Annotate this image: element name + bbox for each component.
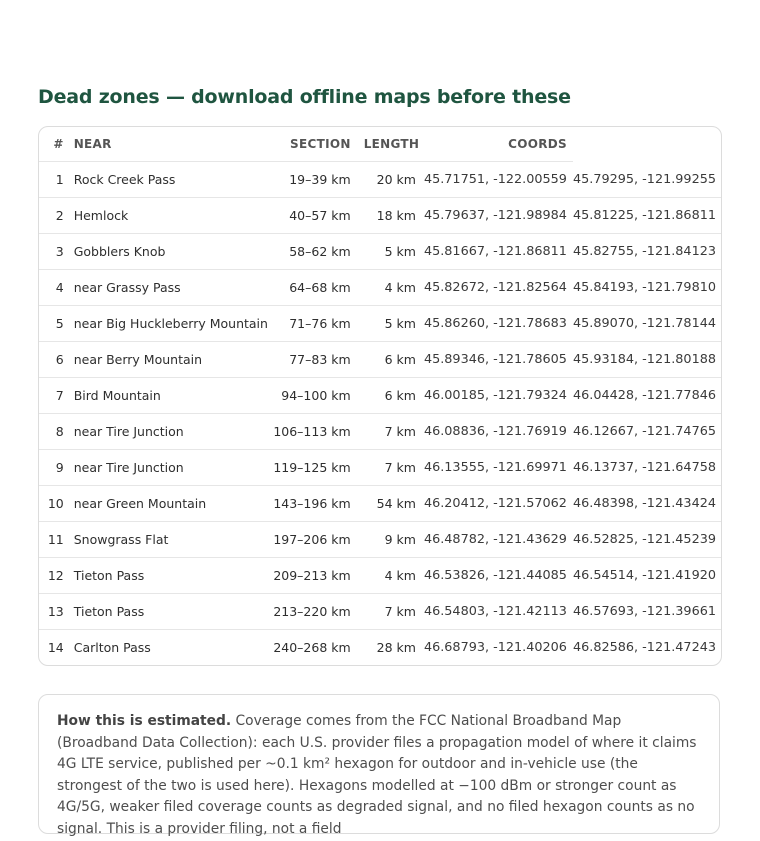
row-start-coords: 46.08836, -121.76919 [424, 414, 573, 450]
row-number: 5 [39, 306, 68, 342]
column-header-near: NEAR [68, 127, 272, 162]
table-row [39, 306, 721, 342]
table-row [39, 486, 721, 522]
table-header-row [39, 127, 721, 162]
row-length: 9 km [357, 522, 424, 558]
row-near: Bird Mountain [68, 378, 272, 414]
row-section: 197–206 km [272, 522, 357, 558]
dead-zones-table-card [38, 126, 722, 666]
row-length: 4 km [357, 558, 424, 594]
column-header-coords: COORDS [424, 127, 573, 162]
row-near: Tieton Pass [68, 594, 272, 630]
row-length: 54 km [357, 486, 424, 522]
row-section: 94–100 km [272, 378, 357, 414]
table-row [39, 270, 721, 306]
row-number: 12 [39, 558, 68, 594]
row-end-coords: 46.82586, -121.47243 [572, 640, 716, 655]
row-end-coords: 46.52825, -121.45239 [573, 522, 721, 558]
table-body [39, 162, 721, 666]
table-row [39, 630, 721, 666]
row-section: 106–113 km [272, 414, 357, 450]
row-section: 143–196 km [272, 486, 357, 522]
row-number: 10 [39, 486, 68, 522]
row-length: 5 km [357, 306, 424, 342]
row-number: 7 [39, 378, 68, 414]
row-start-coords: 45.81667, -121.86811 [424, 234, 573, 270]
dead-zones-table [39, 127, 721, 665]
row-start-coords: 46.13555, -121.69971 [424, 450, 573, 486]
row-near: near Tire Junction [68, 414, 272, 450]
row-near: Gobblers Knob [68, 234, 272, 270]
row-end-coords: 45.81225, -121.86811 [573, 198, 721, 234]
row-end-coords: 46.54514, -121.41920 [573, 558, 721, 594]
row-start-coords: 46.54803, -121.42113 [424, 594, 573, 630]
table-row [39, 342, 721, 378]
methodology-note [38, 694, 720, 837]
row-end-coords: 45.79295, -121.99255 [573, 162, 721, 198]
row-section: 209–213 km [272, 558, 357, 594]
row-number: 6 [39, 342, 68, 378]
row-end-coords: 46.13737, -121.64758 [573, 450, 721, 486]
row-number: 4 [39, 270, 68, 306]
row-end-coords: 46.12667, -121.74765 [573, 414, 721, 450]
row-section: 58–62 km [272, 234, 357, 270]
row-near: near Green Mountain [68, 486, 272, 522]
row-start-coords: 46.20412, -121.57062 [424, 486, 573, 522]
row-section: 40–57 km [272, 198, 357, 234]
row-end-coords: 46.48398, -121.43424 [573, 486, 721, 522]
row-section: 240–268 km [273, 640, 351, 655]
row-number: 9 [39, 450, 68, 486]
row-length: 7 km [357, 594, 424, 630]
row-number: 13 [39, 594, 68, 630]
table-row [39, 450, 721, 486]
row-near: near Tire Junction [68, 450, 272, 486]
row-length: 6 km [357, 342, 424, 378]
table-row [39, 198, 721, 234]
row-length: 7 km [357, 450, 424, 486]
column-header-section: SECTION [272, 127, 357, 162]
note-lead: How this is estimated. [57, 713, 232, 729]
row-start-coords: 46.68793, -121.40206 [423, 640, 567, 655]
row-section: 77–83 km [272, 342, 357, 378]
row-end-coords: 45.89070, -121.78144 [573, 306, 721, 342]
page-title: Dead zones — download offline maps before these [38, 86, 571, 108]
row-section: 19–39 km [272, 162, 357, 198]
row-length: 18 km [357, 198, 424, 234]
column-header-length: LENGTH [357, 127, 424, 162]
row-number: 8 [39, 414, 68, 450]
row-number: 14 [47, 640, 64, 655]
row-end-coords: 46.57693, -121.39661 [573, 594, 721, 630]
table-row [39, 414, 721, 450]
table-row [39, 522, 721, 558]
row-length: 7 km [357, 414, 424, 450]
row-end-coords: 45.84193, -121.79810 [573, 270, 721, 306]
row-length: 4 km [357, 270, 424, 306]
row-near: near Big Huckleberry Mountain [68, 306, 272, 342]
row-length: 5 km [357, 234, 424, 270]
row-number: 2 [39, 198, 68, 234]
row-near: near Berry Mountain [68, 342, 272, 378]
row-near: Rock Creek Pass [68, 162, 272, 198]
table-row [39, 378, 721, 414]
table-row [39, 234, 721, 270]
row-section: 71–76 km [272, 306, 357, 342]
row-number: 1 [39, 162, 68, 198]
row-length: 28 km [376, 640, 416, 655]
row-number: 3 [39, 234, 68, 270]
row-length: 6 km [357, 378, 424, 414]
row-near: Snowgrass Flat [68, 522, 272, 558]
row-near: Carlton Pass [73, 640, 151, 655]
row-section: 64–68 km [272, 270, 357, 306]
row-start-coords: 45.89346, -121.78605 [424, 342, 573, 378]
table-row [39, 162, 721, 198]
row-near: Tieton Pass [68, 558, 272, 594]
row-end-coords: 46.04428, -121.77846 [573, 378, 721, 414]
row-start-coords: 46.48782, -121.43629 [424, 522, 573, 558]
column-header-coords-end [573, 127, 721, 162]
column-header-number: # [39, 127, 68, 162]
row-near: near Grassy Pass [68, 270, 272, 306]
row-end-coords: 45.93184, -121.80188 [573, 342, 721, 378]
row-start-coords: 46.53826, -121.44085 [424, 558, 573, 594]
row-near: Hemlock [68, 198, 272, 234]
row-start-coords: 45.82672, -121.82564 [424, 270, 573, 306]
table-row [39, 558, 721, 594]
row-number: 11 [39, 522, 68, 558]
row-start-coords: 45.86260, -121.78683 [424, 306, 573, 342]
row-section: 119–125 km [272, 450, 357, 486]
note-body: Coverage comes from the FCC National Broadband Map (Broadband Data Collection): each U.S. provider files a propagation model of where it claims 4G LTE service, published per ~0.1 km² hexagon for outdoor and in-vehicle use (the strongest of the two is used here). Hexagons modelled at −100 dBm or stronger count as 4G/5G, weaker filed coverage counts as degraded signal, and no filed hexagon counts as no signal. This is a provider filing, not a field [57, 713, 697, 837]
row-start-coords: 46.00185, -121.79324 [424, 378, 573, 414]
row-start-coords: 45.79637, -121.98984 [424, 198, 573, 234]
table-row [39, 594, 721, 630]
row-start-coords: 45.71751, -122.00559 [424, 162, 573, 198]
row-end-coords: 45.82755, -121.84123 [573, 234, 721, 270]
row-section: 213–220 km [272, 594, 357, 630]
row-length: 20 km [357, 162, 424, 198]
